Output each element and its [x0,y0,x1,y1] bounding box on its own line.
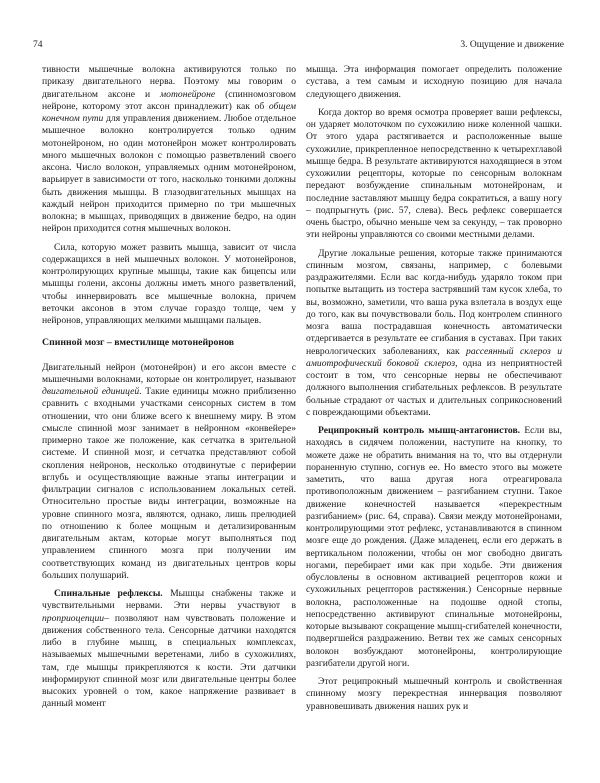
paragraph: тивности мышечные волокна активируются только по приказу двигательного нерва. Поэтому мы говорим о двигательном аксоне и мотонейроне (спинномозговом нейроне, которому этот аксон принадлежит) как об общем конечном пути для управления движением. Любое отдельное мышечное волокно контролируется только одним мотонейроном, но один мотонейрон может контролировать много мышечных волокон с помощью разветвлений своего аксона. Число волокон, управляемых одним мотонейроном, варьирует в зависимости от того, насколько тонкими должны быть движения мышцы. В глазодвигательных мышцах на каждый нейрон приходится примерно по три мышечных волокна; в мышцах, приводящих в движение бедро, на один нейрон приходится сотня мышечных волокон. [42,64,296,235]
running-header: 3. Ощущение и движение [460,40,564,50]
run-in-heading: Спинальные рефлексы. [54,588,163,599]
paragraph: Реципрокный контроль мышц-антагонистов. Если вы, находясь в сидячем положении, наступите на кнопку, то можете даже не обратить внимания на то, что вы отдернули пораненную ступню, согнув ее. Но вместо этого вы можете заметить, что ваша другая нога отреагировала противоположным движением – разгибанием ступни. Такое движение конечностей называется «перекрестным разгибанием» (рис. 64, справа). Связи между мотонейронами, контролирующими этот рефлекс, устанавливаются в спинном мозге еще до рождения. (Даже младенец, если его держать в вертикальном положении, чтобы он мог свободно двигать ногами, перебирает ими как при ходьбе. Эти движения обусловлены в основном активацией рецепторов кожи и сухожильных рецепторов растяжения.) Сенсорные нервные волокна, расположенные на подошве одной стопы, непосредственно активируют спинальные мотонейроны, которые вызывают сокращение мышц-сгибателей конечности, подвергшейся раздражению. Ветви тех же самых сенсорных волокон возбуждают мотонейроны, контролирующие разгибатели другой ноги. [306,425,562,669]
paragraph: Этот реципрокный мышечный контроль и свойственная спинному мозгу перекрестная иннервация позволяют уравновешивать движения наших рук и [306,676,562,712]
paragraph: мышца. Эта информация помогает определить положение сустава, а тем самым и исходную позицию для начала следующего движения. [306,64,562,100]
paragraph: Когда доктор во время осмотра проверяет ваши рефлексы, он ударяет молоточком по сухожилию ниже коленной чашки. От этого удара растягивается и расположенные выше сухожилие, прикрепленное непосредственно к четырехглавой мышце бедра. В результате активируются находящиеся в этом сухожилии рецепторы, которые по сенсорным волокнам передают возбуждение спинальным мотонейронам, и последние заставляют мышцу бедра сократиться, а вашу ногу – подпрыгнуть (рис. 57, слева). Весь рефлекс совершается очень быстро, обычно меньше чем за секунду, – так проворно эти нейроны управляются со своими местными делами. [306,106,562,241]
paragraph: Двигательный нейрон (мотонейрон) и его аксон вместе с мышечными волокнами, которые он контролирует, называют двигательной единицей. Такие единицы можно приблизенно сравнить с входными участками сенсорных систем в том отношении, что они ближе всего к внешнему миру. В этом смысле спинной мозг занимает в нейронном «конвейере» примерно такое же положение, как сетчатка в зрительной системе. И спинной мозг, и сетчатка представляют собой скопления нейронов, несколько отодвинутые с периферии вглубь и осуществляющие важные этапы интеграции и фильтрации сигналов с использованием локальных сетей. Относительно простые виды интеграции, возможные на уровне спинного мозга, являются, однако, лишь прелюдией по отношению к более мощным и детализированным двигательным актам, которые могут выполняться под управлением спинного мозга при получении им соответствующих команд из двигательных центров коры больших полушарий. [42,361,296,581]
paragraph: Спинальные рефлексы. Мышцы снабжены также и чувствительными нервами. Эти нервы участвуют в проприоцепции– позволяют нам чувствовать положение и движения собственного тела. Сенсорные датчики находятся либо в глубине мышц, в специальных комплексах, называемых мышечными веретенами, либо в сухожилиях, там, где мышцы прикрепляются к кости. Эти датчики информируют спинной мозг или двигательные центры более высоких уровней о том, какое напряжение развивает в данный момент [42,588,296,710]
paragraph: Сила, которую может развить мышца, зависит от числа содержащихся в ней мышечных волокон. У мотонейронов, контролирующих крупные мышцы, такие как бицепсы или мышцы голени, аксоны должны иметь много разветвлений, чтобы иннервировать все мышечные волокна, причем веточки аксонов в этом случае гораздо толще, чем у нейронов, управляющих мелкими мышцами пальцев. [42,241,296,326]
section-heading: Спинной мозг – вместилище мотонейронов [42,337,235,349]
term: мотонейроне [160,88,216,100]
term: рассеянный склероз и амиотрофический боковой склероз [306,345,562,369]
right-column [306,64,562,713]
term: двигательной единицей [42,386,140,397]
term: проприоцепции [42,612,105,624]
page-number: 74 [33,40,43,50]
paragraph: Другие локальные решения, которые также принимаются спинным мозгом, связаны, например, с болевыми раздражителями. Если вас когда-нибудь ударяло током при попытке вытащить из тостера застрявший там кусок хлеба, то вы, возможно, заметили, что ваша рука взлетала в воздух еще до того, как вы почувствовали боль. Под контролем спинного мозга ваша пострадавшая конечность автоматически отдергивается в результате ее сгибания в суставах. При таких неврологических заболеваниях, как рассеянный склероз и амиотрофический боковой склероз, одна из неприятностей состоит в том, что сенсорные нервы не обеспечивают должного выполнения сгибательных рефлексов. В результате больные страдают от частых и длительных соприкосновений с повреждающими объектами. [306,247,562,418]
term: общем конечном пути [42,100,296,124]
left-column [42,64,296,711]
run-in-heading: Реципрокный контроль мышц-антагонистов. [318,425,521,436]
